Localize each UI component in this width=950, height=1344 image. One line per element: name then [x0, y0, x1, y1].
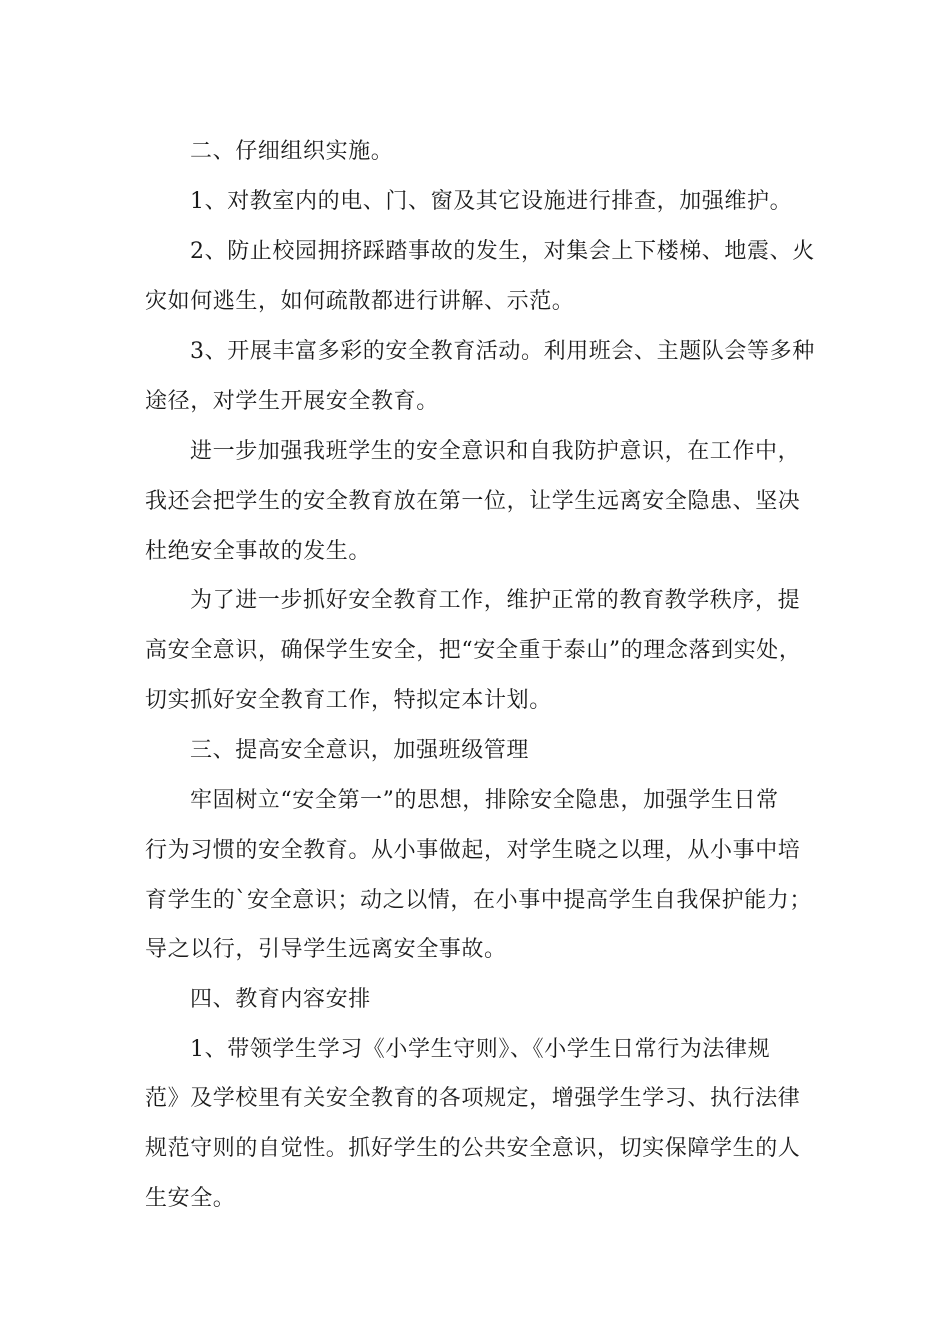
paragraph-line: 行为习惯的安全教育。从小事做起，对学生晓之以理，从小事中培 — [145, 838, 801, 863]
paragraph-line: 高安全意识，确保学生安全，把“安全重于泰山”的理念落到实处， — [145, 638, 802, 663]
paragraph-line: 规范守则的自觉性。抓好学生的公共安全意识，切实保障学生的人 — [145, 1136, 801, 1161]
paragraph-line: 途径，对学生开展安全教育。 — [145, 389, 439, 414]
paragraph-line: 灾如何逃生，如何疏散都进行讲解、示范。 — [145, 289, 575, 314]
paragraph-line: 1、带领学生学习《小学生守则》、《小学生日常行为法律规 — [190, 1037, 771, 1062]
section-heading: 二、仔细组织实施。 — [190, 139, 394, 164]
paragraph-line: 育学生的`安全意识；动之以情，在小事中提高学生自我保护能力； — [145, 888, 813, 913]
paragraph-line: 为了进一步抓好安全教育工作，维护正常的教育教学秩序，提 — [190, 588, 801, 613]
paragraph-line: 杜绝安全事故的发生。 — [145, 539, 372, 564]
paragraph-line: 切实抓好安全教育工作，特拟定本计划。 — [145, 688, 552, 713]
paragraph-line: 牢固树立“安全第一”的思想，排除安全隐患，加强学生日常 — [190, 788, 779, 813]
paragraph-line: 范》及学校里有关安全教育的各项规定，增强学生学习、执行法律 — [145, 1086, 801, 1111]
paragraph-line: 我还会把学生的安全教育放在第一位，让学生远离安全隐患、坚决 — [145, 489, 801, 514]
paragraph-line: 导之以行，引导学生远离安全事故。 — [145, 937, 507, 962]
paragraph-line: 生安全。 — [145, 1186, 236, 1211]
paragraph-line: 进一步加强我班学生的安全意识和自我防护意识，在工作中， — [190, 439, 801, 464]
section-heading: 四、教育内容安排 — [190, 987, 371, 1012]
paragraph-line: 3、开展丰富多彩的安全教育活动。利用班会、主题队会等多种 — [190, 339, 815, 364]
paragraph-line: 1、对教室内的电、门、窗及其它设施进行排查，加强维护。 — [190, 189, 793, 214]
paragraph-line: 2、防止校园拥挤踩踏事故的发生，对集会上下楼梯、地震、火 — [190, 239, 815, 264]
section-heading: 三、提高安全意识，加强班级管理 — [190, 738, 530, 763]
